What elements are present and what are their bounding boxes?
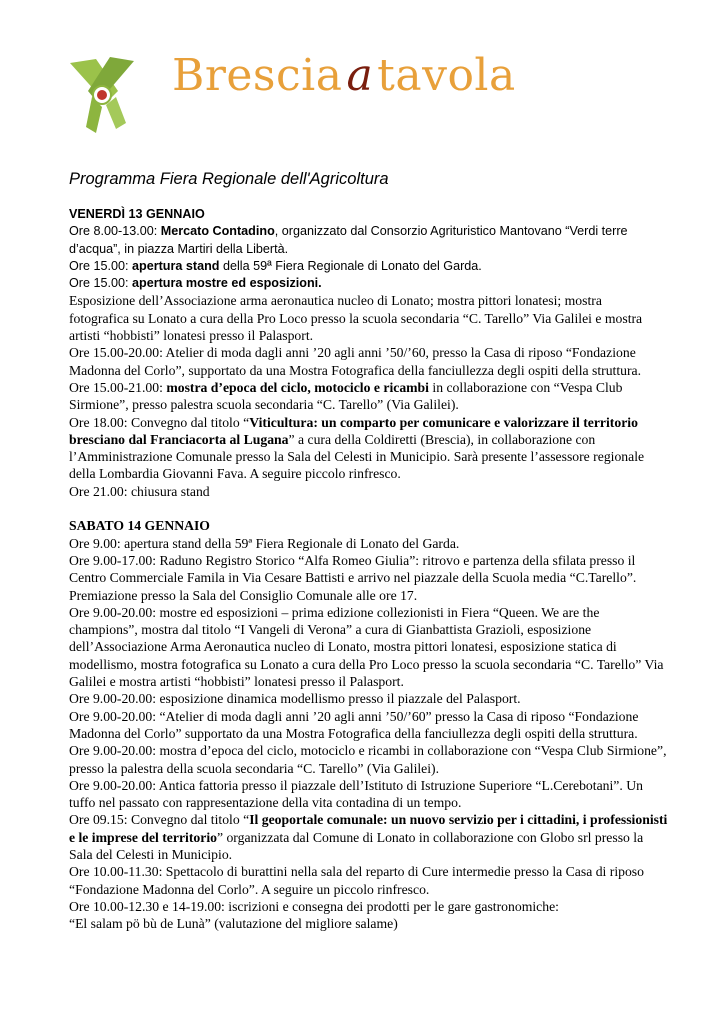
- program-line: della Lombardia Giovanni Fava. A seguire piccolo rinfresco.: [69, 466, 401, 482]
- program-line: Ore 15.00-21.00: mostra d’epoca del ciclo, motociclo e ricambi in collaborazione con “Vespa Club: [69, 379, 623, 395]
- program-line: “El salam pö bù de Lunà” (valutazione del migliore salame): [69, 916, 398, 932]
- program-line: d’acqua”, in piazza Martiri della Libertà.: [69, 241, 289, 256]
- program-line: Sala del Celesti in Municipio.: [69, 846, 233, 862]
- section-spacer: [69, 500, 669, 517]
- program-line: Esposizione dell’Associazione arma aeronautica nucleo di Lonato; mostra pittori lonatesi; mostra: [69, 293, 602, 309]
- program-line: Ore 15.00: apertura mostre ed esposizioni.: [69, 276, 322, 291]
- page-header: [0, 0, 724, 150]
- program-line: Ore 15.00: apertura stand della 59ª Fiera Regionale di Lonato del Garda.: [69, 258, 482, 273]
- program-line: Ore 9.00-20.00: Antica fattoria presso il piazzale dell’Istituto di Istruzione Superiore “L.Cerebotani”. Un: [69, 777, 643, 793]
- program-line: Sirmione”, presso palestra scuola secondaria “C. Tarello” (Via Galilei).: [69, 397, 459, 413]
- program-line: Ore 9.00-17.00: Raduno Registro Storico “Alfa Romeo Giulia”: ritrovo e partenza della sfilata presso il: [69, 552, 636, 568]
- program-line: Ore 9.00-20.00: “Atelier di moda dagli anni ’20 agli anni ’50/’60” presso la Casa di riposo “Fondazione: [69, 708, 639, 724]
- program-line: bresciano dal Franciacorta al Lugana” a cura della Coldiretti (Brescia), in collaborazione con: [69, 431, 596, 447]
- program-line: modellismo, mostra fotografica su Lonato a cura della Pro Loco presso la scuola secondaria “C. Tarello” Via: [69, 656, 664, 672]
- program-line: Ore 21.00: chiusura stand: [69, 483, 210, 499]
- program-line: dell’Associazione Arma Aeronautica nucleo di Lonato, mostra pittori lonatesi, esposizione statica di: [69, 639, 617, 655]
- program-line: fotografica su Lonato a cura della Pro Loco presso la scuola secondaria “C. Tarello” Via Galilei e mostra: [69, 310, 643, 326]
- brand-word-tavola: tavola: [377, 50, 516, 101]
- program-line: artisti “hobbisti” lonatesi presso il Palasport.: [69, 328, 314, 344]
- brand-word-brescia: Brescia: [172, 50, 343, 101]
- program-line: champions”, mostra dal titolo “I Vangeli di Verona” a cura di Gianbattista Grazioli, esposizione: [69, 622, 592, 638]
- program-line: Ore 9.00-20.00: mostra d’epoca del ciclo, motociclo e ricambi in collaborazione con “Vespa Club Sirmione”,: [69, 743, 667, 759]
- program-line: Ore 8.00-13.00: Mercato Contadino, organizzato dal Consorzio Agrituristico Mantovano “Verdi terre: [69, 224, 628, 239]
- program-line: “Fondazione Madonna del Corlo”. A seguire un piccolo rinfresco.: [69, 881, 430, 897]
- brand-word-a: a: [346, 50, 374, 101]
- program-line: Ore 10.00-12.30 e 14-19.00: iscrizioni e consegna dei prodotti per le gare gastronomiche:: [69, 898, 559, 914]
- program-line: Galilei e mostra artisti “hobbisti” lonatesi presso il Palasport.: [69, 674, 404, 690]
- page-title: Programma Fiera Regionale dell'Agricoltura: [69, 170, 389, 188]
- program-line: l’Amministrazione Comunale presso la Sala del Celesti in Municipio. Sarà presente l’assessore regionale: [69, 449, 645, 465]
- program-line: Ore 18.00: Convegno dal titolo “Viticultura: un comparto per comunicare e valorizzare il territorio: [69, 414, 638, 430]
- program-line: presso la palestra della scuola secondaria “C. Tarello” (Via Galilei).: [69, 760, 440, 776]
- program-line: Ore 9.00-20.00: mostre ed esposizioni – prima edizione collezionisti in Fiera “Queen. We are the: [69, 604, 600, 620]
- program-line: Ore 15.00-20.00: Atelier di moda dagli anni ’20 agli anni ’50/’60, presso la Casa di riposo “Fondazione: [69, 345, 636, 361]
- program-line: tuffo nel passato con rappresentazione della vita contadina di un tempo.: [69, 795, 462, 811]
- day-heading-friday: VENERDÌ 13 GENNAIO: [69, 207, 205, 221]
- program-line: Madonna del Corlo”, supportato da una Mostra Fotografica della fanciullezza degli ospiti della struttura.: [69, 362, 642, 378]
- program-line: Madonna del Corlo” supportato da una Mostra Fotografica della fanciullezza degli ospiti della struttura.: [69, 725, 638, 741]
- program-line: Ore 9.00: apertura stand della 59ª Fiera Regionale di Lonato del Garda.: [69, 535, 460, 551]
- program-line: Ore 09.15: Convegno dal titolo “Il geoportale comunale: un nuovo servizio per i cittadini, i professionisti: [69, 812, 668, 828]
- brand-logo-text: [172, 48, 516, 104]
- program-line: Premiazione presso la Sala del Consiglio Comunale alle ore 17.: [69, 587, 418, 603]
- program-line: e le imprese del territorio” organizzata dal Comune di Lonato in collaborazione con Globo srl presso la: [69, 829, 644, 845]
- program-content: [69, 206, 669, 932]
- program-line: Centro Commerciale Famila in Via Cesare Battisti e arrivo nel piazzale della Scuola media “C.Tarello”.: [69, 570, 637, 586]
- green-ribbon-icon: [66, 57, 138, 133]
- day-heading-saturday: SABATO 14 GENNAIO: [69, 518, 210, 534]
- program-line: Ore 9.00-20.00: esposizione dinamica modellismo presso il piazzale del Palasport.: [69, 691, 521, 707]
- program-line: Ore 10.00-11.30: Spettacolo di burattini nella sala del reparto di Cure intermedie presso la Casa di riposo: [69, 864, 644, 880]
